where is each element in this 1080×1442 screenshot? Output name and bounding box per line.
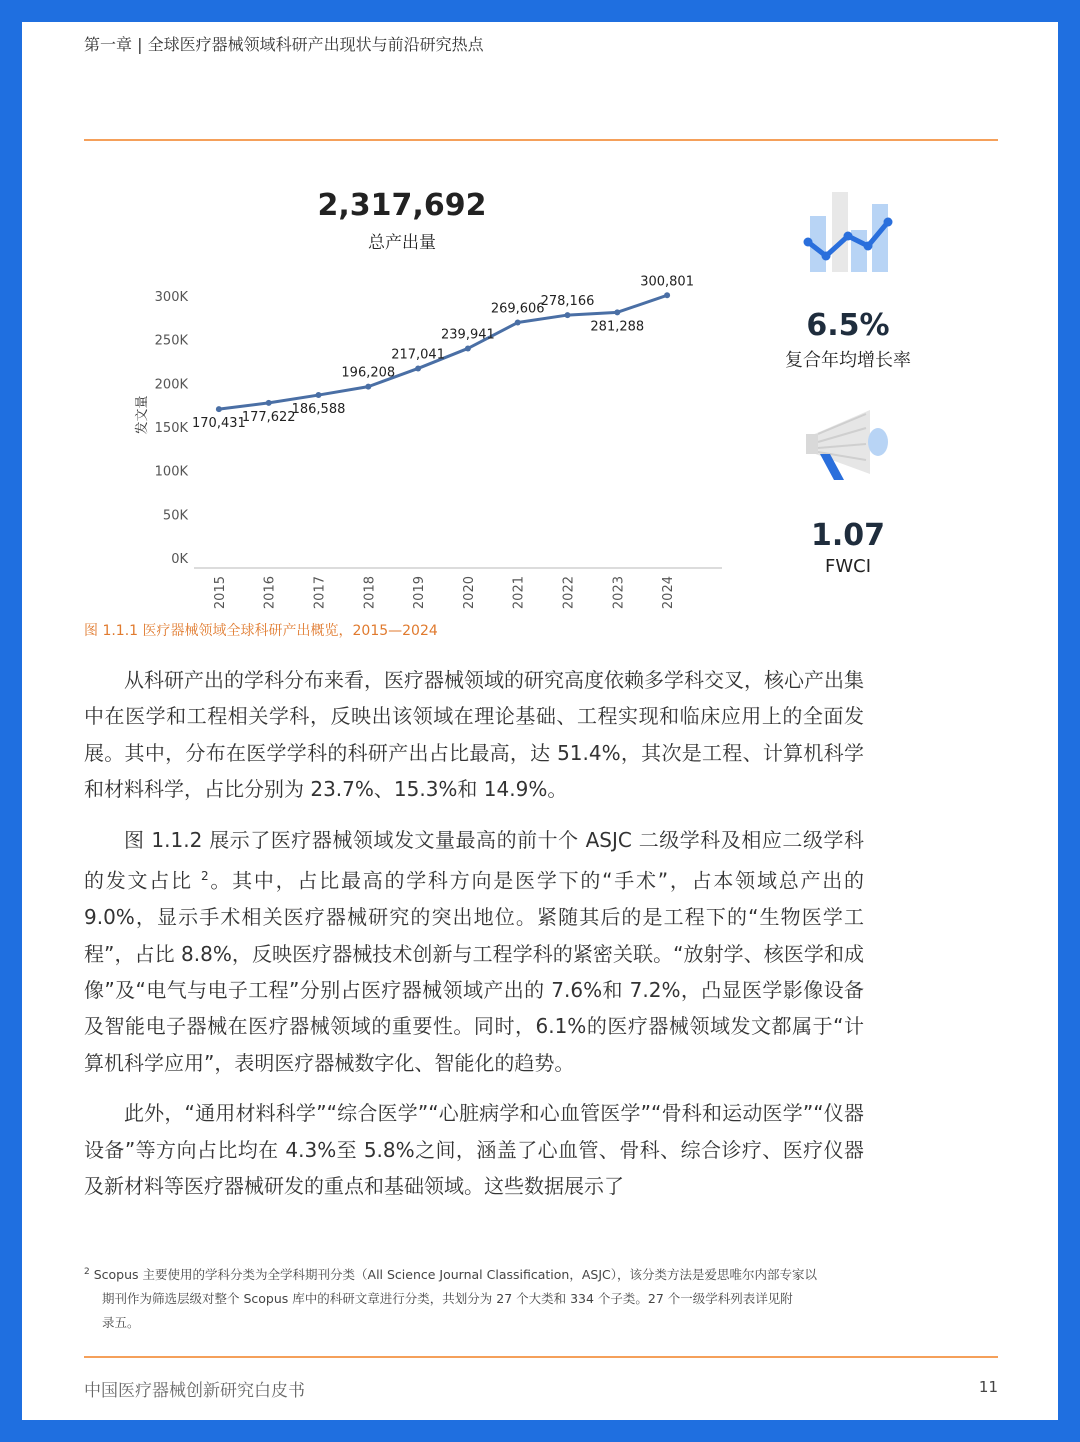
data-label: 278,166 [540,294,595,310]
x-tick-label: 2024 [661,576,677,610]
y-tick-label: 0K [171,552,188,567]
footnote-line-2: 期刊作为筛选层级对整个 Scopus 库中的科研文章进行分类，共划分为 27 个大类和 334 个子类。27 个一级学科列表详见附 [102,1291,793,1307]
cagr-value: 6.5% [806,308,890,343]
figure-caption: 图 1.1.1 医疗器械领域全球科研产出概览，2015—2024 [84,623,438,639]
data-label: 177,622 [241,409,296,425]
x-tick-label: 2016 [262,576,278,610]
x-tick-label: 2017 [312,576,328,610]
x-tick-label: 2019 [412,576,428,610]
data-point [365,384,371,390]
footer-book-title: 中国医疗器械创新研究白皮书 [84,1381,305,1401]
data-label: 269,606 [490,301,545,317]
data-label: 300,801 [640,274,694,290]
data-point [614,309,620,315]
footnote-reference: 2 [200,869,209,884]
data-point [415,365,421,371]
footer-divider [84,1356,998,1358]
y-tick-label: 250K [154,333,188,349]
x-tick-label: 2018 [362,576,378,610]
paragraph-2 [84,822,864,1082]
data-label: 186,588 [291,402,346,418]
paragraph-1: 从科研产出的学科分布来看，医疗器械领域的研究高度依赖多学科交叉，核心产出集中在医学和工程相关学科，反映出该领域在理论基础、工程实现和临床应用上的全面发展。其中，分布在医学学科的科研产出占比最高，达 51.4%，其次是工程、计算机科学和材料科学，占比分别为 23.7%、15.3%和 14.9%。 [84,668,864,802]
x-tick-label: 2015 [212,576,228,610]
data-point [465,345,471,351]
paragraph-2-part-a: 图 1.1.2 展示了医疗器械领域发文量最高的前十个 ASJC 二级学科及相应二级学科的发文占比 [84,827,864,893]
data-label: 239,941 [441,327,495,343]
footnote-mark: 2 [84,1267,90,1277]
data-point [565,312,571,318]
fwci-value: 1.07 [810,518,886,553]
body-text [84,662,864,1218]
data-point [216,406,222,412]
y-tick-label: 300K [154,290,188,305]
cagr-label: 复合年均增长率 [785,350,911,371]
fwci-label: FWCI [824,556,872,577]
y-tick-label: 100K [154,464,188,480]
bar-line-growth-icon [802,190,892,280]
y-tick-label: 200K [154,377,188,393]
x-tick-label: 2023 [611,576,627,610]
total-output-value: 2,317,692 [317,188,487,223]
page-number: 11 [978,1378,998,1396]
data-point [316,392,322,398]
total-output-label: 总产出量 [368,233,436,253]
y-axis-label: 发文量 [135,395,150,435]
x-tick-label: 2020 [461,576,477,610]
y-tick-label: 50K [162,508,188,524]
data-label: 196,208 [341,365,396,381]
data-point [664,292,670,298]
x-tick-label: 2022 [561,576,577,610]
paragraph-3: 此外，“通用材料科学”“综合医学”“心脏病学和心血管医学”“骨科和运动医学”“仪器设备”等方向占比均在 4.3%至 5.8%之间，涵盖了心血管、骨科、综合诊疗、医疗仪器及新材料等医疗器械研发的重点和基础领域。这些数据展示了 [84,1101,864,1198]
paragraph-2-part-b: 。其中，占比最高的学科方向是医学下的“手术”，占本领域总产出的 9.0%，显示手术相关医疗器械研究的突出地位。紧随其后的是工程下的“生物医学工程”，占比 8.8%，反映医疗器械技术创新与工程学科的紧密关联。“放射学、核医学和成像”及“电气与电子工程”分别占医疗器械领域产出的 7.6%和 7.2%，凸显医学影像设备及智能电子器械在医疗器械领域的重要性。同时，6.1%的医疗器械领域发文都属于“计算机科学应用”，表明医疗器械数字化、智能化的趋势。 [84,868,864,1075]
data-label: 217,041 [391,347,445,363]
footnote-line-1: Scopus 主要使用的学科分类为全学科期刊分类（All Science Journal Classification，ASJC），该分类方法是爱思唯尔内部专家以 [93,1267,817,1283]
output-line-chart [102,260,742,610]
data-point [515,320,521,326]
footnote [84,1260,864,1335]
document-page [22,22,1058,1420]
data-point [266,400,272,406]
data-label: 281,288 [590,319,645,335]
header-divider [84,139,998,141]
footnote-line-3: 录五。 [102,1315,140,1331]
megaphone-icon [804,404,894,488]
x-tick-label: 2021 [511,576,527,610]
data-label: 170,431 [192,416,246,432]
chapter-header: 第一章 | 全球医疗器械领域科研产出现状与前沿研究热点 [84,35,484,54]
y-tick-label: 150K [154,421,188,436]
